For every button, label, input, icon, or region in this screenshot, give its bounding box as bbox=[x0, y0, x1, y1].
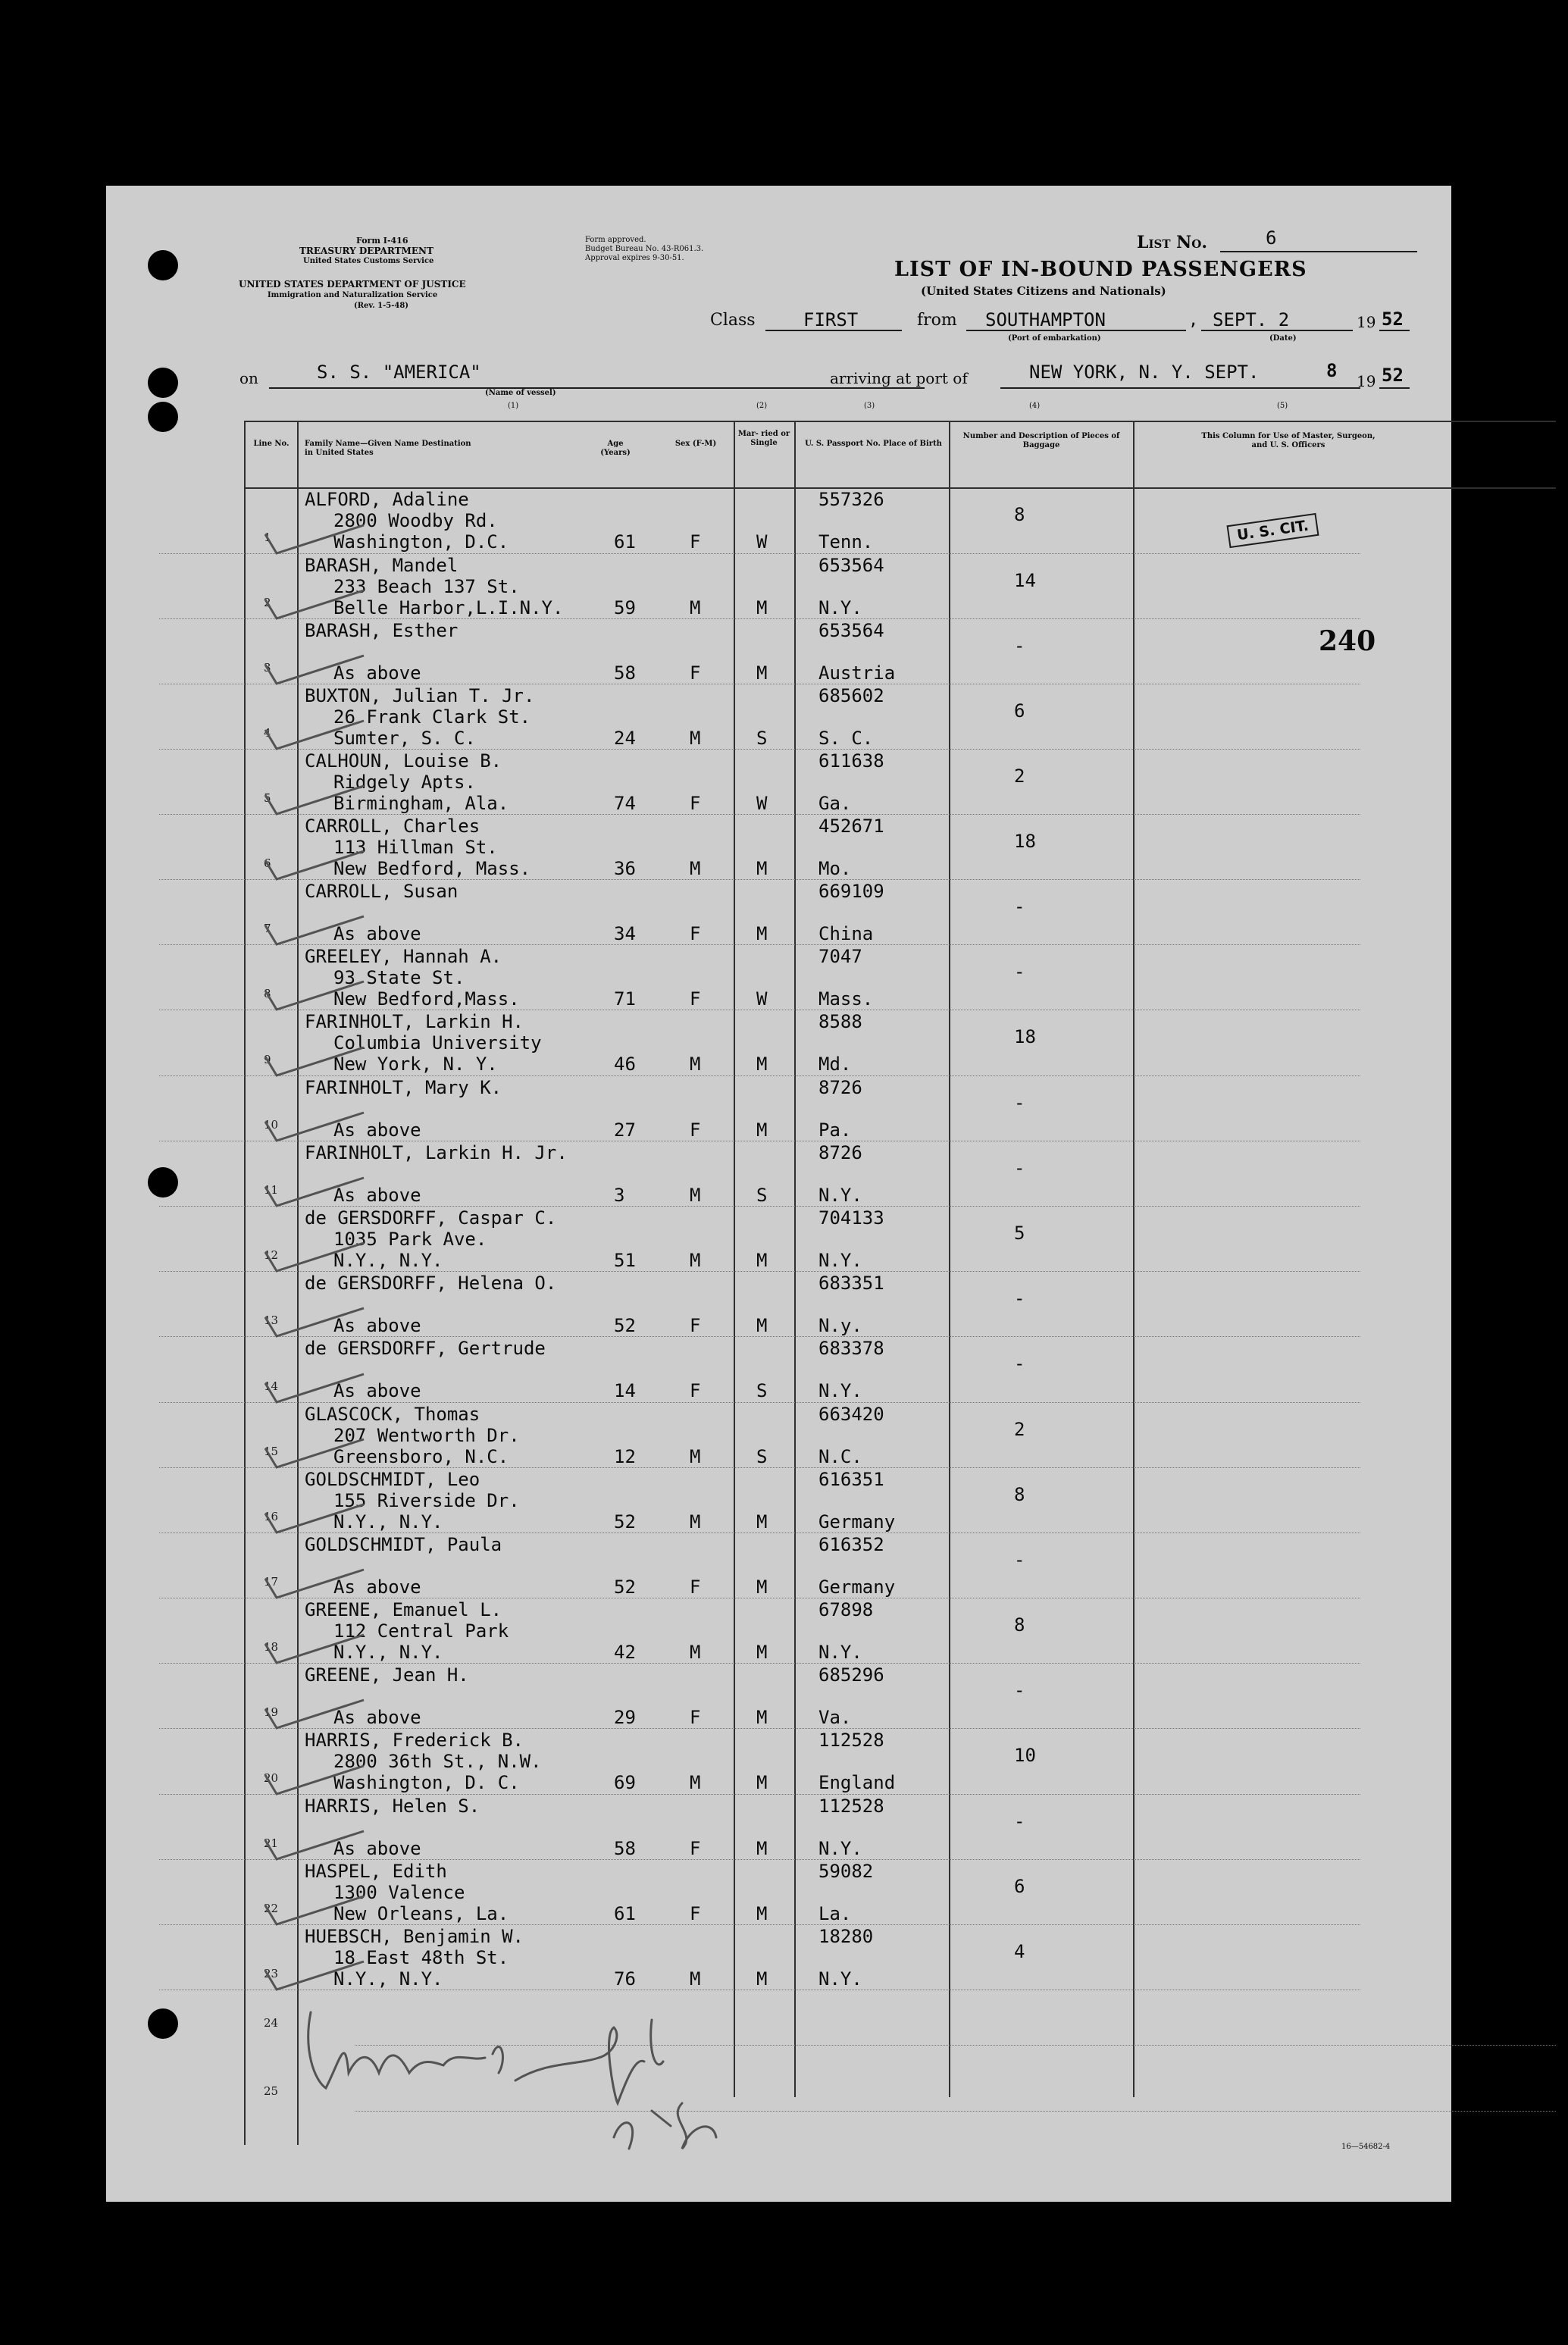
line-number: 5 bbox=[264, 791, 271, 805]
passenger-sex: M bbox=[690, 1446, 701, 1467]
passenger-l3: N.Y., N.Y. bbox=[333, 1250, 443, 1271]
header-baggage: Number and Description of Pieces of Baggage bbox=[962, 432, 1120, 449]
passenger-l2: 1300 Valence bbox=[333, 1882, 465, 1903]
passenger-sex: M bbox=[690, 728, 701, 749]
revision: (Rev. 1-5-48) bbox=[354, 302, 409, 310]
passenger-l3: Belle Harbor,L.I.N.Y. bbox=[333, 597, 564, 618]
passenger-ms: M bbox=[756, 1250, 768, 1271]
passenger-pp: 704133 bbox=[818, 1207, 884, 1229]
passenger-l1: de GERSDORFF, Gertrude bbox=[305, 1338, 546, 1359]
table-row bbox=[106, 1533, 1451, 1598]
col-num-1: (1) bbox=[508, 402, 519, 410]
passenger-l1: GOLDSCHMIDT, Leo bbox=[305, 1469, 480, 1490]
passenger-sex: F bbox=[690, 1315, 701, 1336]
arrival-port-value: NEW YORK, N. Y. SEPT. bbox=[1029, 362, 1260, 383]
passenger-l1: HASPEL, Edith bbox=[305, 1861, 447, 1882]
port-embark-caption: (Port of embarkation) bbox=[1008, 334, 1101, 343]
justice-dept: UNITED STATES DEPARTMENT OF JUSTICE bbox=[239, 279, 466, 290]
passenger-age: 34 bbox=[614, 923, 636, 944]
passenger-pob: N.Y. bbox=[818, 1968, 862, 1990]
passenger-l3: New Bedford, Mass. bbox=[333, 858, 531, 879]
passenger-pob: Germany bbox=[818, 1576, 896, 1598]
passenger-pp: 112528 bbox=[818, 1730, 884, 1751]
passenger-l1: FARINHOLT, Larkin H. bbox=[305, 1011, 524, 1032]
passenger-l1: FARINHOLT, Mary K. bbox=[305, 1077, 502, 1098]
passenger-l2: 1035 Park Ave. bbox=[333, 1229, 487, 1250]
passenger-pp: 452671 bbox=[818, 816, 884, 837]
line-number: 21 bbox=[264, 1836, 279, 1850]
passenger-sex: F bbox=[690, 1707, 701, 1728]
year-prefix: 19 bbox=[1357, 313, 1376, 331]
passenger-bag: 18 bbox=[1014, 831, 1036, 852]
passenger-pob: Tenn. bbox=[818, 531, 874, 553]
passenger-l1: BUXTON, Julian T. Jr. bbox=[305, 685, 535, 706]
passenger-sex: F bbox=[690, 662, 701, 684]
passenger-bag: - bbox=[1014, 1549, 1025, 1570]
passenger-sex: F bbox=[690, 988, 701, 1010]
line-number: 11 bbox=[264, 1183, 279, 1197]
passenger-pp: 663420 bbox=[818, 1404, 884, 1425]
table-row bbox=[106, 618, 1451, 684]
table-row bbox=[106, 553, 1451, 618]
passenger-ms: M bbox=[756, 1707, 768, 1728]
passenger-sex: F bbox=[690, 1576, 701, 1598]
table-row bbox=[106, 1663, 1451, 1728]
passenger-pob: Pa. bbox=[818, 1119, 852, 1141]
line-number: 10 bbox=[264, 1118, 279, 1132]
table-row bbox=[106, 1924, 1451, 1990]
passenger-l3: New York, N. Y. bbox=[333, 1054, 498, 1075]
passenger-l2: 2800 36th St., N.W. bbox=[333, 1751, 542, 1772]
passenger-pp: 669109 bbox=[818, 881, 884, 902]
passenger-l2: Ridgely Apts. bbox=[333, 772, 476, 793]
col-num-5: (5) bbox=[1277, 402, 1288, 410]
embark-date-value: SEPT. 2 bbox=[1213, 309, 1290, 330]
passenger-pob: Va. bbox=[818, 1707, 852, 1728]
table-row bbox=[106, 1336, 1451, 1402]
passenger-ms: S bbox=[756, 1185, 768, 1206]
passenger-age: 36 bbox=[614, 858, 636, 879]
passenger-age: 69 bbox=[614, 1772, 636, 1793]
passenger-bag: - bbox=[1014, 1157, 1025, 1179]
passenger-l2: 112 Central Park bbox=[333, 1620, 509, 1642]
table-row bbox=[106, 487, 1451, 553]
us-citizen-stamp: U. S. CIT. bbox=[1226, 513, 1319, 548]
passenger-l1: HARRIS, Frederick B. bbox=[305, 1730, 524, 1751]
passenger-bag: - bbox=[1014, 635, 1025, 656]
passenger-ms: M bbox=[756, 597, 768, 618]
passenger-sex: M bbox=[690, 1968, 701, 1990]
passenger-l1: GREENE, Jean H. bbox=[305, 1664, 469, 1686]
passenger-sex: F bbox=[690, 1903, 701, 1924]
list-subtitle: (United States Citizens and Nationals) bbox=[921, 284, 1166, 298]
passenger-pp: 18280 bbox=[818, 1926, 874, 1947]
passenger-l1: GREENE, Emanuel L. bbox=[305, 1599, 502, 1620]
line-number: 9 bbox=[264, 1053, 271, 1066]
passenger-l3: Birmingham, Ala. bbox=[333, 793, 509, 814]
line-number: 13 bbox=[264, 1313, 279, 1327]
table-row bbox=[106, 1598, 1451, 1663]
passenger-pp: 557326 bbox=[818, 489, 884, 510]
passenger-pob: N.Y. bbox=[818, 597, 862, 618]
passenger-age: 59 bbox=[614, 597, 636, 618]
passenger-pp: 653564 bbox=[818, 555, 884, 576]
passenger-pob: Austria bbox=[818, 662, 896, 684]
line-number: 22 bbox=[264, 1902, 279, 1915]
table-row bbox=[106, 1859, 1451, 1924]
approval-line-2: Budget Bureau No. 43-R061.3. bbox=[585, 245, 704, 253]
passenger-l3: As above bbox=[333, 1707, 421, 1728]
passenger-age: 3 bbox=[614, 1185, 625, 1206]
col-num-2: (2) bbox=[756, 402, 768, 410]
passenger-l1: BARASH, Esther bbox=[305, 620, 459, 641]
on-label: on bbox=[239, 369, 258, 387]
ins-service: Immigration and Naturalization Service bbox=[268, 291, 438, 299]
passenger-bag: 18 bbox=[1014, 1026, 1036, 1047]
arriving-label: arriving at port of bbox=[830, 369, 968, 387]
line-number: 24 bbox=[264, 2016, 279, 2030]
passenger-pob: Germany bbox=[818, 1511, 896, 1533]
passenger-l3: Washington, D. C. bbox=[333, 1772, 520, 1793]
punch-hole bbox=[148, 368, 178, 398]
list-no-label: List No. bbox=[1137, 233, 1207, 252]
line-number: 2 bbox=[264, 596, 271, 609]
passenger-pob: N.y. bbox=[818, 1315, 862, 1336]
passenger-pob: N.Y. bbox=[818, 1838, 862, 1859]
passenger-l1: CARROLL, Susan bbox=[305, 881, 459, 902]
table-row bbox=[106, 1141, 1451, 1206]
passenger-pob: S. C. bbox=[818, 728, 874, 749]
header-line: Line No. bbox=[253, 440, 290, 448]
passenger-pob: Md. bbox=[818, 1054, 852, 1075]
punch-hole bbox=[148, 402, 178, 432]
passenger-bag: 8 bbox=[1014, 1614, 1025, 1636]
passenger-age: 27 bbox=[614, 1119, 636, 1141]
table-row bbox=[106, 684, 1451, 749]
passenger-l3: Greensboro, N.C. bbox=[333, 1446, 509, 1467]
table-row bbox=[106, 944, 1451, 1010]
passenger-l3: As above bbox=[333, 1119, 421, 1141]
line-number: 20 bbox=[264, 1771, 279, 1785]
table-row bbox=[106, 1271, 1451, 1336]
line-number: 12 bbox=[264, 1248, 279, 1262]
passenger-l3: N.Y., N.Y. bbox=[333, 1511, 443, 1533]
passenger-bag: - bbox=[1014, 961, 1025, 982]
passenger-bag: 4 bbox=[1014, 1941, 1025, 1962]
passenger-l2: 26 Frank Clark St. bbox=[333, 706, 531, 728]
passenger-l2: 233 Beach 137 St. bbox=[333, 576, 520, 597]
table-row bbox=[106, 1206, 1451, 1271]
passenger-ms: M bbox=[756, 662, 768, 684]
passenger-age: 52 bbox=[614, 1511, 636, 1533]
passenger-l3: N.Y., N.Y. bbox=[333, 1968, 443, 1990]
passenger-sex: F bbox=[690, 1119, 701, 1141]
passenger-age: 29 bbox=[614, 1707, 636, 1728]
passenger-l3: As above bbox=[333, 662, 421, 684]
header-officers: This Column for Use of Master, Surgeon, and U. S. Officers bbox=[1201, 432, 1376, 449]
passenger-pob: N.Y. bbox=[818, 1185, 862, 1206]
passenger-age: 74 bbox=[614, 793, 636, 814]
passenger-bag: - bbox=[1014, 1092, 1025, 1113]
passenger-ms: M bbox=[756, 858, 768, 879]
inspector-signature bbox=[258, 1990, 773, 2164]
table-row bbox=[106, 1794, 1451, 1859]
passenger-l3: As above bbox=[333, 1838, 421, 1859]
passenger-l1: CARROLL, Charles bbox=[305, 816, 480, 837]
passenger-bag: 8 bbox=[1014, 1484, 1025, 1505]
passenger-pob: China bbox=[818, 923, 874, 944]
passenger-bag: - bbox=[1014, 1680, 1025, 1701]
passenger-l3: Washington, D.C. bbox=[333, 531, 509, 553]
passenger-l2: 93 State St. bbox=[333, 967, 465, 988]
passenger-sex: F bbox=[690, 793, 701, 814]
passenger-sex: F bbox=[690, 923, 701, 944]
header-age: Age (Years) bbox=[600, 440, 631, 457]
passenger-pob: Ga. bbox=[818, 793, 852, 814]
passenger-pp: 59082 bbox=[818, 1861, 874, 1882]
passenger-pp: 7047 bbox=[818, 946, 862, 967]
line-number: 7 bbox=[264, 922, 271, 935]
passenger-sex: M bbox=[690, 1054, 701, 1075]
passenger-l1: FARINHOLT, Larkin H. Jr. bbox=[305, 1142, 568, 1163]
passenger-ms: M bbox=[756, 923, 768, 944]
passenger-ms: M bbox=[756, 1772, 768, 1793]
table-row bbox=[106, 1402, 1451, 1467]
passenger-age: 14 bbox=[614, 1380, 636, 1401]
passenger-sex: M bbox=[690, 1772, 701, 1793]
passenger-age: 52 bbox=[614, 1315, 636, 1336]
passenger-bag: 14 bbox=[1014, 570, 1036, 591]
passenger-age: 42 bbox=[614, 1642, 636, 1663]
passenger-l3: As above bbox=[333, 1185, 421, 1206]
footer-code: 16—54682-4 bbox=[1341, 2143, 1391, 2151]
passenger-sex: M bbox=[690, 1185, 701, 1206]
passenger-sex: M bbox=[690, 1511, 701, 1533]
passenger-age: 46 bbox=[614, 1054, 636, 1075]
passenger-ms: M bbox=[756, 1968, 768, 1990]
from-label: from bbox=[917, 311, 957, 330]
passenger-ms: M bbox=[756, 1119, 768, 1141]
passenger-pob: Mo. bbox=[818, 858, 852, 879]
passenger-age: 51 bbox=[614, 1250, 636, 1271]
passenger-pp: 112528 bbox=[818, 1796, 884, 1817]
passenger-pp: 683378 bbox=[818, 1338, 884, 1359]
passenger-ms: M bbox=[756, 1054, 768, 1075]
line-number: 6 bbox=[264, 856, 271, 870]
passenger-l2: 113 Hillman St. bbox=[333, 837, 498, 858]
header-married: Mar- ried or Single bbox=[737, 430, 790, 447]
passenger-pob: N.Y. bbox=[818, 1380, 862, 1401]
passenger-l3: Sumter, S. C. bbox=[333, 728, 476, 749]
passenger-age: 61 bbox=[614, 531, 636, 553]
passenger-pp: 8726 bbox=[818, 1077, 862, 1098]
passenger-bag: 6 bbox=[1014, 700, 1025, 722]
passenger-pp: 8726 bbox=[818, 1142, 862, 1163]
passenger-l3: As above bbox=[333, 1576, 421, 1598]
passenger-l2: Columbia University bbox=[333, 1032, 542, 1054]
passenger-l1: CALHOUN, Louise B. bbox=[305, 750, 502, 772]
passenger-l3: As above bbox=[333, 923, 421, 944]
line-number: 1 bbox=[264, 531, 271, 544]
passenger-ms: W bbox=[756, 531, 768, 553]
line-number: 19 bbox=[264, 1705, 279, 1719]
line-number: 8 bbox=[264, 987, 271, 1000]
passenger-bag: - bbox=[1014, 1811, 1025, 1832]
arrival-year-prefix: 19 bbox=[1357, 372, 1376, 390]
passenger-age: 71 bbox=[614, 988, 636, 1010]
passenger-l1: HUEBSCH, Benjamin W. bbox=[305, 1926, 524, 1947]
passenger-l3: New Bedford,Mass. bbox=[333, 988, 520, 1010]
passenger-sex: F bbox=[690, 1838, 701, 1859]
line-number: 23 bbox=[264, 1967, 279, 1980]
line-number: 17 bbox=[264, 1575, 279, 1589]
passenger-sex: M bbox=[690, 597, 701, 618]
line-number: 18 bbox=[264, 1640, 279, 1654]
line-number: 25 bbox=[264, 2084, 279, 2098]
passenger-l2: 18 East 48th St. bbox=[333, 1947, 509, 1968]
header-name: Family Name—Given Name Destination in United States bbox=[305, 440, 471, 457]
passenger-list-page bbox=[106, 186, 1451, 2202]
header-passport: U. S. Passport No. Place of Birth bbox=[805, 440, 942, 448]
passenger-sex: F bbox=[690, 1380, 701, 1401]
passenger-pob: N.Y. bbox=[818, 1642, 862, 1663]
class-value: FIRST bbox=[803, 309, 859, 330]
passenger-l1: de GERSDORFF, Helena O. bbox=[305, 1273, 557, 1294]
passenger-pp: 67898 bbox=[818, 1599, 874, 1620]
line-number: 16 bbox=[264, 1510, 279, 1523]
passenger-ms: W bbox=[756, 988, 768, 1010]
punch-hole bbox=[148, 2008, 178, 2039]
passenger-sex: F bbox=[690, 531, 701, 553]
table-row bbox=[106, 1010, 1451, 1075]
comma: , bbox=[1188, 311, 1199, 330]
passenger-l2: 2800 Woodby Rd. bbox=[333, 510, 498, 531]
vessel-name: S. S. "AMERICA" bbox=[317, 362, 481, 383]
passenger-pp: 8588 bbox=[818, 1011, 862, 1032]
line-number: 15 bbox=[264, 1445, 279, 1458]
passenger-age: 52 bbox=[614, 1576, 636, 1598]
passenger-l1: HARRIS, Helen S. bbox=[305, 1796, 480, 1817]
passenger-ms: S bbox=[756, 1446, 768, 1467]
passenger-age: 76 bbox=[614, 1968, 636, 1990]
passenger-bag: 10 bbox=[1014, 1745, 1036, 1766]
line-number: 3 bbox=[264, 661, 271, 675]
passenger-sex: M bbox=[690, 858, 701, 879]
passenger-bag: - bbox=[1014, 1288, 1025, 1309]
passenger-pob: La. bbox=[818, 1903, 852, 1924]
line-number: 14 bbox=[264, 1379, 279, 1393]
header-sex: Sex (F-M) bbox=[674, 440, 717, 448]
passenger-bag: 8 bbox=[1014, 504, 1025, 525]
passenger-ms: M bbox=[756, 1315, 768, 1336]
table-row bbox=[106, 879, 1451, 944]
approval-line-3: Approval expires 9-30-51. bbox=[585, 254, 684, 262]
passenger-pp: 611638 bbox=[818, 750, 884, 772]
date-caption: (Date) bbox=[1269, 334, 1297, 343]
passenger-ms: M bbox=[756, 1903, 768, 1924]
passenger-pob: N.C. bbox=[818, 1446, 862, 1467]
passenger-bag: 2 bbox=[1014, 1419, 1025, 1440]
passenger-ms: M bbox=[756, 1838, 768, 1859]
passenger-pp: 616351 bbox=[818, 1469, 884, 1490]
table-row bbox=[106, 1467, 1451, 1533]
passenger-l2: 155 Riverside Dr. bbox=[333, 1490, 520, 1511]
table-row bbox=[106, 749, 1451, 814]
officer-number: 240 bbox=[1319, 625, 1376, 657]
passenger-ms: S bbox=[756, 728, 768, 749]
customs-service: United States Customs Service bbox=[303, 257, 434, 265]
passenger-l3: N.Y., N.Y. bbox=[333, 1642, 443, 1663]
passenger-pob: Mass. bbox=[818, 988, 874, 1010]
passenger-pob: England bbox=[818, 1772, 896, 1793]
table-row bbox=[106, 814, 1451, 879]
passenger-pp: 683351 bbox=[818, 1273, 884, 1294]
passenger-l3: New Orleans, La. bbox=[333, 1903, 509, 1924]
passenger-ms: M bbox=[756, 1642, 768, 1663]
passenger-l1: GLASCOCK, Thomas bbox=[305, 1404, 480, 1425]
passenger-age: 61 bbox=[614, 1903, 636, 1924]
form-id: Form I-416 bbox=[356, 236, 408, 246]
passenger-ms: M bbox=[756, 1511, 768, 1533]
passenger-l1: ALFORD, Adaline bbox=[305, 489, 469, 510]
passenger-age: 24 bbox=[614, 728, 636, 749]
passenger-pp: 685602 bbox=[818, 685, 884, 706]
passenger-bag: - bbox=[1014, 1353, 1025, 1374]
embark-year-value: 52 bbox=[1382, 308, 1404, 330]
passenger-pp: 653564 bbox=[818, 620, 884, 641]
passenger-pp: 685296 bbox=[818, 1664, 884, 1686]
passenger-age: 58 bbox=[614, 1838, 636, 1859]
arrival-day: 8 bbox=[1326, 360, 1338, 381]
passenger-bag: - bbox=[1014, 896, 1025, 917]
passenger-age: 12 bbox=[614, 1446, 636, 1467]
passenger-ms: S bbox=[756, 1380, 768, 1401]
passenger-age: 58 bbox=[614, 662, 636, 684]
passenger-pob: N.Y. bbox=[818, 1250, 862, 1271]
col-num-4: (4) bbox=[1029, 402, 1041, 410]
approval-line-1: Form approved. bbox=[585, 236, 646, 244]
passenger-l3: As above bbox=[333, 1315, 421, 1336]
passenger-l2: 207 Wentworth Dr. bbox=[333, 1425, 520, 1446]
line-number: 4 bbox=[264, 726, 271, 740]
passenger-ms: W bbox=[756, 793, 768, 814]
passenger-ms: M bbox=[756, 1576, 768, 1598]
list-no-value: 6 bbox=[1266, 227, 1277, 249]
table-row bbox=[106, 1728, 1451, 1794]
passenger-l1: GOLDSCHMIDT, Paula bbox=[305, 1534, 502, 1555]
passenger-l1: GREELEY, Hannah A. bbox=[305, 946, 502, 967]
passenger-bag: 6 bbox=[1014, 1876, 1025, 1897]
arrival-year-value: 52 bbox=[1382, 365, 1404, 386]
passenger-sex: M bbox=[690, 1250, 701, 1271]
treasury-dept: TREASURY DEPARTMENT bbox=[299, 246, 433, 256]
passenger-bag: 2 bbox=[1014, 765, 1025, 787]
vessel-caption: (Name of vessel) bbox=[485, 389, 556, 397]
passenger-l1: de GERSDORFF, Caspar C. bbox=[305, 1207, 557, 1229]
col-num-3: (3) bbox=[864, 402, 875, 410]
passenger-l1: BARASH, Mandel bbox=[305, 555, 459, 576]
passenger-l3: As above bbox=[333, 1380, 421, 1401]
class-label: Class bbox=[710, 311, 756, 330]
embark-port-value: SOUTHAMPTON bbox=[985, 309, 1106, 330]
table-row bbox=[106, 1075, 1451, 1141]
passenger-pp: 616352 bbox=[818, 1534, 884, 1555]
passenger-sex: M bbox=[690, 1642, 701, 1663]
list-title: LIST OF IN-BOUND PASSENGERS bbox=[894, 258, 1307, 281]
passenger-bag: 5 bbox=[1014, 1223, 1025, 1244]
punch-hole bbox=[148, 250, 178, 280]
